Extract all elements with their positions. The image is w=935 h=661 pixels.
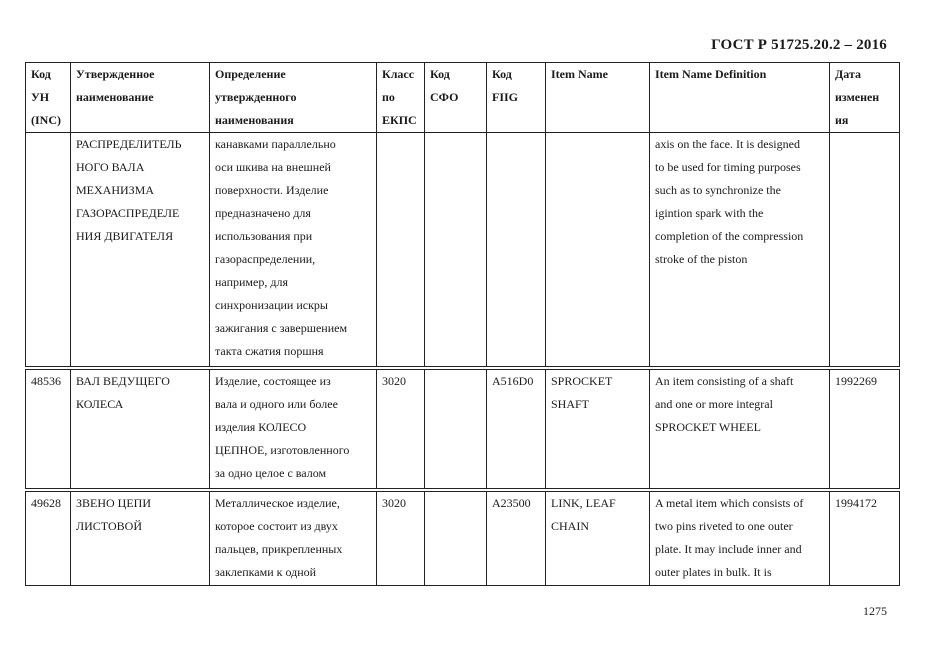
cell-item-name: SPROCKET SHAFT	[546, 370, 650, 489]
col-header-approved-name: Утвержденное наименование	[71, 63, 210, 133]
cell-name-definition: Металлическое изделие, которое состоит из двух пальцев, прикрепленных заклепками к одной	[210, 492, 377, 586]
cell-approved-name: РАСПРЕДЕЛИТЕЛЬ НОГО ВАЛА МЕХАНИЗМА ГАЗОРАСПРЕДЕЛЕ НИЯ ДВИГАТЕЛЯ	[71, 133, 210, 367]
table-row	[26, 370, 900, 489]
col-header-inc: Код УН (INC)	[26, 63, 71, 133]
cell-inc: 48536	[26, 370, 71, 489]
cell-item-name-definition: An item consisting of a shaft and one or more integral SPROCKET WHEEL	[650, 370, 830, 489]
cell-item-name-definition: A metal item which consists of two pins riveted to one outer plate. It may include inner and outer plates in bulk. It is	[650, 492, 830, 586]
cell-sfo	[425, 133, 487, 367]
col-header-item-name: Item Name	[546, 63, 650, 133]
table-row	[26, 492, 900, 586]
cell-approved-name: ЗВЕНО ЦЕПИ ЛИСТОВОЙ	[71, 492, 210, 586]
cell-class: 3020	[377, 370, 425, 489]
cell-change-date: 1994172	[830, 492, 900, 586]
classification-table	[25, 62, 900, 586]
col-header-name-definition: Определение утвержденного наименования	[210, 63, 377, 133]
cell-class: 3020	[377, 492, 425, 586]
cell-sfo	[425, 492, 487, 586]
cell-class	[377, 133, 425, 367]
table-row	[26, 133, 900, 367]
cell-item-name: LINK, LEAF CHAIN	[546, 492, 650, 586]
cell-item-name-definition: axis on the face. It is designed to be used for timing purposes such as to synchronize the igintion spark with the completion of the compression stroke of the piston	[650, 133, 830, 367]
col-header-sfo: Код СФО	[425, 63, 487, 133]
cell-approved-name: ВАЛ ВЕДУЩЕГО КОЛЕСА	[71, 370, 210, 489]
cell-fiig: A516D0	[487, 370, 546, 489]
cell-change-date	[830, 133, 900, 367]
cell-name-definition: канавками параллельно оси шкива на внешней поверхности. Изделие предназначено для использования при газораспределении, например, для синхронизации искры зажигания с завершением такта сжатия поршня	[210, 133, 377, 367]
cell-name-definition: Изделие, состоящее из вала и одного или более изделия КОЛЕСО ЦЕПНОЕ, изготовленного за одно целое с валом	[210, 370, 377, 489]
table-header-row	[26, 63, 900, 133]
cell-sfo	[425, 370, 487, 489]
cell-fiig	[487, 133, 546, 367]
col-header-class: Класс по ЕКПС	[377, 63, 425, 133]
cell-item-name	[546, 133, 650, 367]
cell-fiig: A23500	[487, 492, 546, 586]
cell-change-date: 1992269	[830, 370, 900, 489]
col-header-item-name-definition: Item Name Definition	[650, 63, 830, 133]
col-header-change-date: Дата изменен ия	[830, 63, 900, 133]
col-header-fiig: Код FIIG	[487, 63, 546, 133]
cell-inc	[26, 133, 71, 367]
page-number: 1275	[863, 604, 887, 618]
document-standard-header: ГОСТ Р 51725.20.2 – 2016	[711, 37, 887, 53]
cell-inc: 49628	[26, 492, 71, 586]
